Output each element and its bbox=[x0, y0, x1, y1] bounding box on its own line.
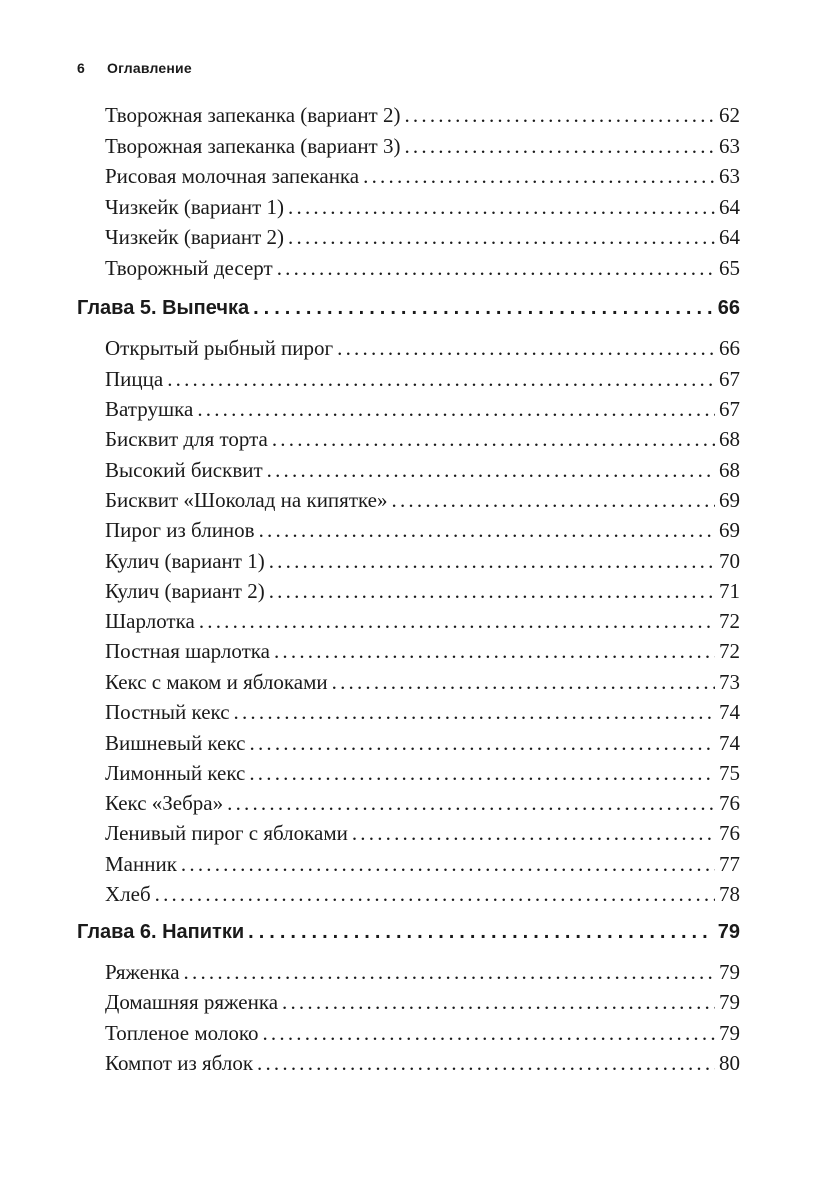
toc-entry-title: Ватрушка bbox=[105, 397, 194, 421]
toc-entry[interactable] bbox=[105, 164, 740, 188]
toc-entry[interactable] bbox=[105, 791, 740, 815]
dot-leader bbox=[181, 852, 715, 876]
dot-leader bbox=[274, 639, 715, 663]
toc-entry-title: Ленивый пирог с яблоками bbox=[105, 821, 348, 845]
toc-entry[interactable] bbox=[105, 1021, 740, 1045]
chapter-page: 79 bbox=[717, 921, 740, 943]
toc-entry-title: Кекс «Зебра» bbox=[105, 791, 224, 815]
dot-leader bbox=[269, 549, 715, 573]
toc-entry[interactable] bbox=[105, 761, 740, 785]
toc-entry-title: Чизкейк (вариант 2) bbox=[105, 225, 285, 249]
toc-entry-page: 80 bbox=[719, 1051, 740, 1075]
toc-entry-title: Постный кекс bbox=[105, 700, 230, 724]
toc-entry[interactable] bbox=[105, 731, 740, 755]
toc-entry-page: 65 bbox=[719, 256, 740, 280]
toc-entry-page: 67 bbox=[719, 367, 740, 391]
dot-leader bbox=[272, 427, 715, 451]
toc-entry-title: Кекс с маком и яблоками bbox=[105, 670, 328, 694]
toc-entry[interactable] bbox=[105, 195, 740, 219]
toc-entry-page: 63 bbox=[719, 164, 740, 188]
dot-leader bbox=[277, 256, 715, 280]
page-number: 6 bbox=[77, 60, 85, 76]
toc-entry-title: Кулич (вариант 2) bbox=[105, 579, 265, 603]
toc-entry-title: Творожная запеканка (вариант 2) bbox=[105, 103, 401, 127]
toc-entry-title: Топленое молоко bbox=[105, 1021, 259, 1045]
toc-entry-page: 67 bbox=[719, 397, 740, 421]
toc-entry-title: Домашняя ряженка bbox=[105, 990, 279, 1014]
toc-entry-title: Рисовая молочная запеканка bbox=[105, 164, 360, 188]
toc-entry[interactable] bbox=[105, 1051, 740, 1075]
dot-leader bbox=[269, 579, 715, 603]
toc-entry-title: Пирог из блинов bbox=[105, 518, 255, 542]
toc-entry-title: Творожная запеканка (вариант 3) bbox=[105, 134, 401, 158]
toc-entry[interactable] bbox=[105, 990, 740, 1014]
dot-leader bbox=[155, 882, 715, 906]
toc-entry-page: 62 bbox=[719, 103, 740, 127]
dot-leader bbox=[282, 990, 715, 1014]
dot-leader bbox=[199, 609, 715, 633]
chapter-page: 66 bbox=[717, 297, 740, 319]
dot-leader bbox=[288, 225, 715, 249]
dot-leader bbox=[392, 488, 715, 512]
dot-leader bbox=[337, 336, 715, 360]
toc-entry[interactable] bbox=[105, 103, 740, 127]
dot-leader bbox=[257, 1051, 715, 1075]
toc-entry[interactable] bbox=[105, 397, 740, 421]
toc-entry-page: 64 bbox=[719, 195, 740, 219]
dot-leader bbox=[197, 397, 715, 421]
chapter-title: Глава 5. Выпечка bbox=[77, 297, 250, 319]
dot-leader bbox=[363, 164, 715, 188]
toc-entry-title: Кулич (вариант 1) bbox=[105, 549, 265, 573]
toc-entry-page: 74 bbox=[719, 700, 740, 724]
toc-entry-title: Высокий бисквит bbox=[105, 458, 263, 482]
toc-entry-page: 79 bbox=[719, 990, 740, 1014]
toc-entry-title: Бисквит «Шоколад на кипятке» bbox=[105, 488, 388, 512]
toc-entry-page: 71 bbox=[719, 579, 740, 603]
toc-entry-page: 76 bbox=[719, 821, 740, 845]
dot-leader bbox=[332, 670, 715, 694]
toc-entry-title: Манник bbox=[105, 852, 177, 876]
toc-entry[interactable] bbox=[105, 427, 740, 451]
toc-entry-title: Компот из яблок bbox=[105, 1051, 254, 1075]
dot-leader bbox=[253, 296, 714, 320]
toc-entry[interactable] bbox=[105, 367, 740, 391]
toc-entry-title: Постная шарлотка bbox=[105, 639, 270, 663]
dot-leader bbox=[184, 960, 715, 984]
dot-leader bbox=[267, 458, 715, 482]
toc-entry-page: 76 bbox=[719, 791, 740, 815]
toc-entry-title: Бисквит для торта bbox=[105, 427, 268, 451]
toc-entry[interactable] bbox=[105, 639, 740, 663]
dot-leader bbox=[248, 920, 714, 944]
dot-leader bbox=[352, 821, 715, 845]
toc-entry-page: 66 bbox=[719, 336, 740, 360]
toc-entry[interactable] bbox=[105, 960, 740, 984]
toc-entry-page: 75 bbox=[719, 761, 740, 785]
toc-entry-page: 79 bbox=[719, 960, 740, 984]
dot-leader bbox=[167, 367, 715, 391]
dot-leader bbox=[262, 1021, 715, 1045]
toc-entry[interactable] bbox=[105, 488, 740, 512]
dot-leader bbox=[259, 518, 715, 542]
toc-entry[interactable] bbox=[105, 852, 740, 876]
toc-entry-page: 70 bbox=[719, 549, 740, 573]
dot-leader bbox=[249, 761, 715, 785]
running-title: Оглавление bbox=[107, 60, 192, 76]
toc-entry[interactable] bbox=[105, 225, 740, 249]
toc-entry-page: 69 bbox=[719, 488, 740, 512]
toc-entry[interactable] bbox=[105, 134, 740, 158]
toc-entry[interactable] bbox=[105, 256, 740, 280]
toc-entry-page: 68 bbox=[719, 458, 740, 482]
toc-entry-page: 78 bbox=[719, 882, 740, 906]
toc-chapter-6[interactable] bbox=[77, 920, 740, 944]
dot-leader bbox=[288, 195, 715, 219]
toc-entry-page: 79 bbox=[719, 1021, 740, 1045]
toc-entry[interactable] bbox=[105, 882, 740, 906]
toc-entry[interactable] bbox=[105, 579, 740, 603]
toc-entry-page: 73 bbox=[719, 670, 740, 694]
toc-entry-page: 74 bbox=[719, 731, 740, 755]
dot-leader bbox=[404, 134, 715, 158]
dot-leader bbox=[234, 700, 715, 724]
toc-entry[interactable] bbox=[105, 821, 740, 845]
toc-entry-page: 63 bbox=[719, 134, 740, 158]
toc-entry[interactable] bbox=[105, 549, 740, 573]
toc-entry[interactable] bbox=[105, 458, 740, 482]
toc-entry-title: Хлеб bbox=[105, 882, 151, 906]
toc-entry-page: 64 bbox=[719, 225, 740, 249]
toc-entry-page: 77 bbox=[719, 852, 740, 876]
toc-entry-title: Чизкейк (вариант 1) bbox=[105, 195, 285, 219]
toc-entry-page: 72 bbox=[719, 639, 740, 663]
toc-entry-title: Вишневый кекс bbox=[105, 731, 246, 755]
page-header bbox=[77, 60, 192, 76]
toc-entry[interactable] bbox=[105, 518, 740, 542]
toc-entry-title: Пицца bbox=[105, 367, 164, 391]
toc-entry-page: 72 bbox=[719, 609, 740, 633]
toc-entry-title: Шарлотка bbox=[105, 609, 195, 633]
dot-leader bbox=[227, 791, 715, 815]
toc-entry-page: 69 bbox=[719, 518, 740, 542]
toc-entry-title: Ряженка bbox=[105, 960, 180, 984]
toc-entry[interactable] bbox=[105, 670, 740, 694]
dot-leader bbox=[250, 731, 716, 755]
toc-entry-page: 68 bbox=[719, 427, 740, 451]
toc-entry[interactable] bbox=[105, 700, 740, 724]
toc-entry[interactable] bbox=[105, 609, 740, 633]
toc-entry-title: Лимонный кекс bbox=[105, 761, 246, 785]
toc-chapter-5[interactable] bbox=[77, 296, 740, 320]
toc-entry-title: Творожный десерт bbox=[105, 256, 273, 280]
toc-entry[interactable] bbox=[105, 336, 740, 360]
dot-leader bbox=[404, 103, 715, 127]
chapter-title: Глава 6. Напитки bbox=[77, 921, 245, 943]
toc-entry-title: Открытый рыбный пирог bbox=[105, 336, 334, 360]
